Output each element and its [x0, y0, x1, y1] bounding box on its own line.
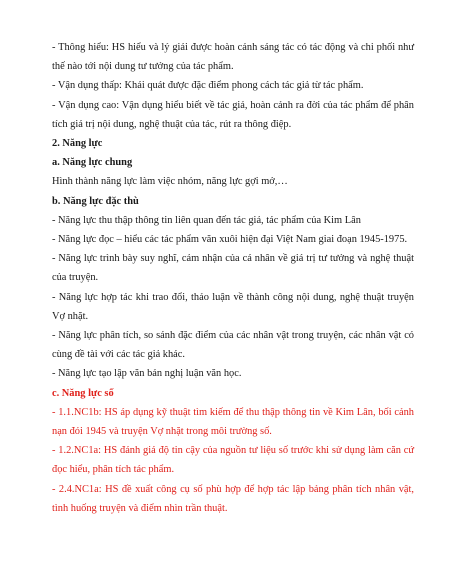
list-item-hop-tac: - Năng lực hợp tác khi trao đổi, thảo luận về thành công nội dung, nghệ thuật truyện Vợ nhặt.	[52, 291, 414, 322]
list-item-1-2-nc1a: - 1.2.NC1a: HS đánh giá độ tin cậy của nguồn tư liệu số trước khi sử dụng làm căn cứ đọc hiểu, phân tích tác phẩm.	[52, 445, 414, 476]
list-item-tao-lap: - Năng lực tạo lập văn bản nghị luận văn học.	[52, 368, 242, 380]
subheading-nang-luc-dac-thu: b. Năng lực đặc thù	[52, 195, 139, 207]
paragraph-thong-hieu: - Thông hiểu: HS hiểu và lý giải được hoàn cảnh sáng tác có tác động và chi phối như thế nào tới nội dung tư tưởng của tác phẩm.	[52, 42, 414, 73]
heading-nang-luc: 2. Năng lực	[52, 138, 103, 150]
subheading-nang-luc-so: c. Năng lực số	[52, 387, 114, 399]
list-item-phan-tich: - Năng lực phân tích, so sánh đặc điểm của các nhân vật trong truyện, các nhân vật có cùng đề tài với các tác giả khác.	[52, 330, 414, 361]
paragraph-nang-luc-chung: Hình thành năng lực làm việc nhóm, năng lực gợi mở,…	[52, 176, 288, 188]
list-item-trinh-bay: - Năng lực trình bày suy nghĩ, cảm nhận của cá nhân về giá trị tư tưởng và nghệ thuật của truyện.	[52, 253, 414, 284]
list-item-doc-hieu: - Năng lực đọc – hiểu các tác phẩm văn xuôi hiện đại Việt Nam giai đoạn 1945-1975.	[52, 234, 408, 246]
document-page	[52, 38, 414, 518]
list-item-thu-thap: - Năng lực thu thập thông tin liên quan đến tác giả, tác phẩm của Kim Lân	[52, 214, 361, 226]
paragraph-van-dung-cao: - Vận dụng cao: Vận dụng hiểu biết về tác giả, hoàn cảnh ra đời của tác phẩm để phân tích giá trị nội dung, nghệ thuật của tác, rút ra thông điệp.	[52, 99, 414, 130]
list-item-2-4-nc1a: - 2.4.NC1a: HS đề xuất công cụ số phù hợp để hợp tác lập bảng phân tích nhân vật, tình huống truyện và điểm nhìn trần thuật.	[52, 483, 414, 514]
list-item-1-1-nc1b: - 1.1.NC1b: HS áp dụng kỹ thuật tìm kiếm để thu thập thông tin về Kim Lân, bối cảnh nạn đói 1945 và truyện Vợ nhặt trong môi trường số.	[52, 406, 414, 438]
subheading-nang-luc-chung: a. Năng lực chung	[52, 157, 133, 169]
paragraph-van-dung-thap: - Vận dụng thấp: Khái quát được đặc điểm phong cách tác giả từ tác phẩm.	[52, 80, 364, 92]
